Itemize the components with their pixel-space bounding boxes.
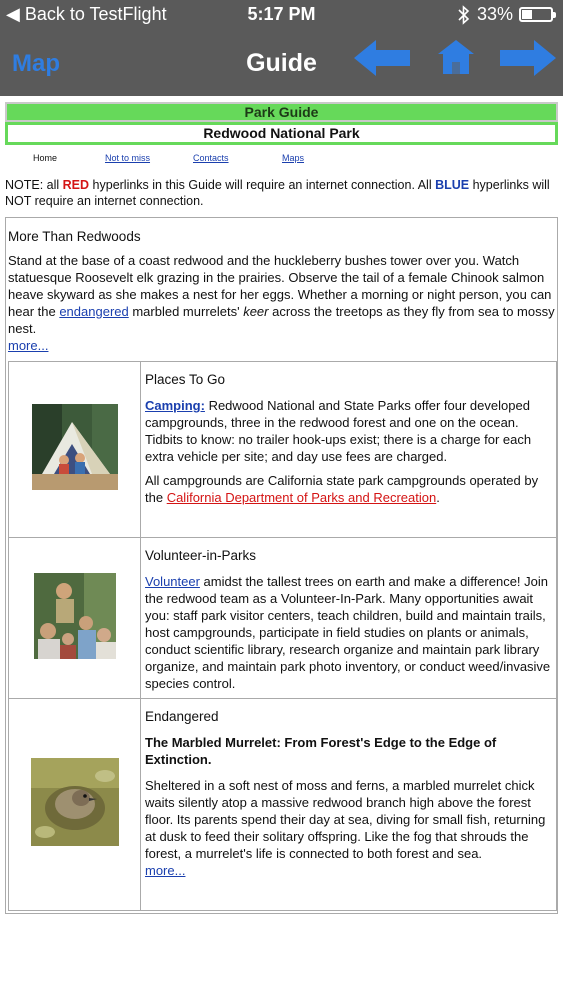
places-title: Places To Go [145, 372, 226, 387]
volunteer-link[interactable]: Volunteer [145, 574, 200, 589]
intro-title: More Than Redwoods [8, 229, 141, 244]
nav-bar [0, 38, 563, 90]
endangered-title: Endangered [145, 709, 219, 724]
forward-arrow-icon[interactable] [498, 38, 558, 78]
link-home[interactable]: Home [33, 153, 58, 163]
state-parks-text: All campgrounds are California state park campgrounds operated by the California Department of Parks and Recreation. [145, 473, 539, 505]
endangered-link[interactable]: endangered [59, 304, 129, 319]
volunteer-photo-cell [9, 538, 141, 699]
places-cell [141, 362, 557, 538]
camping-link[interactable]: Camping: [145, 398, 205, 413]
volunteer-text: Volunteer amidst the tallest trees on earth and make a difference! Join the redwood team as a Volunteer-In-Park. Many opportunities await you: staff park visitor centers, teach children, build and maintain trails, host campgrounds, participate in field studies on plants or animals, conduct scientific library, research organize and maintain park library organize, and maintain park photo inventory, or conduct weed/invasive species control. [145, 574, 551, 691]
app-header [0, 0, 563, 96]
link-contacts[interactable]: Contacts [193, 153, 229, 163]
status-bar [0, 0, 563, 32]
connection-note: NOTE: all RED hyperlinks in this Guide will require an internet connection. All BLUE hyperlinks will NOT require an internet connection. [5, 178, 550, 208]
home-icon[interactable] [436, 38, 476, 78]
link-maps[interactable]: Maps [282, 153, 305, 163]
guide-content [5, 102, 558, 914]
murrelet-photo-cell [9, 699, 141, 911]
back-to-testflight-link[interactable]: ◀ Back to TestFlight [6, 4, 167, 24]
main-panel [5, 217, 558, 914]
camping-photo-cell [9, 362, 141, 538]
volunteer-title: Volunteer-in-Parks [145, 548, 257, 563]
park-name-banner: Redwood National Park [5, 122, 558, 145]
volunteer-photo [34, 573, 116, 659]
table-row [9, 538, 557, 699]
table-row [9, 699, 557, 911]
status-right [457, 4, 553, 25]
murrelet-more-link[interactable]: more... [145, 863, 186, 878]
battery-percent: 33% [476, 4, 513, 24]
murrelet-headline: The Marbled Murrelet: From Forest's Edge to the Edge of Extinction. [145, 735, 497, 767]
volunteer-cell [141, 538, 557, 699]
table-row [9, 362, 557, 538]
link-not-to-miss[interactable]: Not to miss [105, 153, 151, 163]
camping-text: Camping: Redwood National and State Parks offer four developed campgrounds, three in the redwood forest and one on the ocean. Tidbits to know: no trailer hook-ups exist; there is a charge for each extra vehicle per site; and day use fees are charged. [145, 398, 532, 464]
ca-parks-link[interactable]: California Department of Parks and Recreation [166, 490, 437, 505]
back-arrow-icon[interactable] [352, 38, 412, 78]
status-time: 5:17 PM [247, 4, 316, 24]
intro-more-link[interactable]: more... [8, 338, 49, 353]
blue-label: BLUE [435, 178, 470, 192]
endangered-cell [141, 699, 557, 911]
bluetooth-icon [457, 5, 471, 25]
murrelet-chick-photo [31, 758, 119, 846]
page-title: Guide [246, 49, 317, 77]
park-guide-banner: Park Guide [5, 102, 558, 122]
intro-text: Stand at the base of a coast redwood and the huckleberry bushes tower over you. Watch statuesque Roosevelt elk grazing in the prairies. Observe the tail of a female Chinook salmon heave skyward as she makes a nest for her eggs. Whether a morning or night person, you can hear the endangered marbled murrelets' keer across the treetops as they fly from sea to mossy nest. [8, 253, 555, 336]
map-button[interactable]: Map [12, 50, 60, 77]
murrelet-text: Sheltered in a soft nest of moss and ferns, a marbled murrelet chick waits silently atop a massive redwood branch high above the forest floor. Its parents spend their day at sea, diving for small fish, returning at dusk to feed their solitary offspring. Like the fog that shrouds the forest, a murrelet's life is connected to both forest and sea. [145, 778, 546, 861]
battery-icon [519, 7, 553, 22]
guide-links [33, 153, 558, 167]
feature-table [8, 361, 557, 911]
red-label: RED [62, 178, 90, 192]
camping-photo [32, 404, 118, 490]
